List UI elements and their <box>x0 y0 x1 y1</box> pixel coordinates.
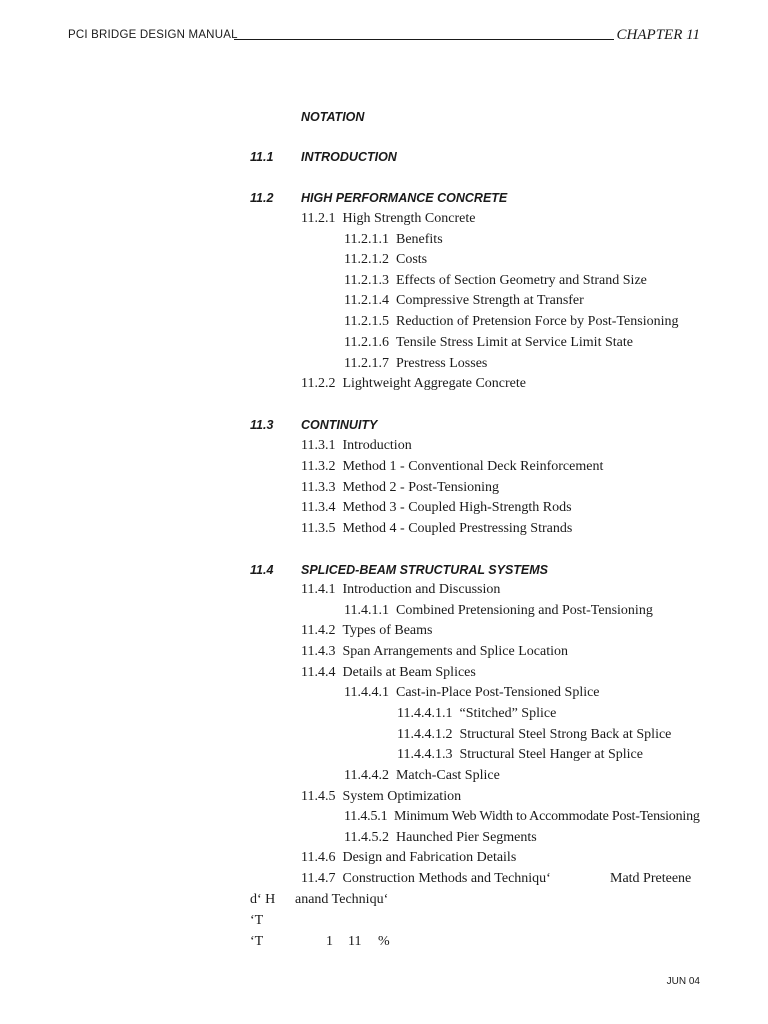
toc-entry: 11.4.3 Span Arrangements and Splice Location <box>301 644 568 659</box>
toc-entry: 11.4.4 Details at Beam Splices <box>301 665 476 680</box>
toc-entry: 11.4.4.2 Match-Cast Splice <box>344 768 500 783</box>
toc-entry: 11.4.4.1.3 Structural Steel Hanger at Splice <box>397 747 643 762</box>
toc-entry: 11.4.4.1.2 Structural Steel Strong Back at Splice <box>397 727 672 742</box>
toc-entry: 11.3.5 Method 4 - Coupled Prestressing Strands <box>301 521 573 536</box>
toc-entry: 11.2.2 Lightweight Aggregate Concrete <box>301 376 526 391</box>
toc-entry: 11.4.6 Design and Fabrication Details <box>301 850 517 865</box>
toc-section-title: INTRODUCTION <box>301 150 397 164</box>
chapter-label: CHAPTER 11 <box>616 27 700 43</box>
garbled-text: 11 <box>348 934 362 949</box>
toc-entry: 11.3.1 Introduction <box>301 438 412 453</box>
toc-entry: 11.4.4.1.1 “Stitched” Splice <box>397 706 557 721</box>
garbled-text: ‘T <box>250 934 264 949</box>
toc-entry: 11.2.1.6 Tensile Stress Limit at Service Limit State <box>344 335 633 350</box>
toc-entry: 11.4.5 System Optimization <box>301 789 462 804</box>
garbled-text: Matd Preteene <box>610 871 692 886</box>
toc-entry: 11.4.1.1 Combined Pretensioning and Post-Tensioning <box>344 603 653 618</box>
toc-entry: 11.2.1.2 Costs <box>344 252 428 267</box>
garbled-text: anand Techniqu‘ <box>295 892 389 907</box>
toc-entry: 11.2.1.7 Prestress Losses <box>344 356 488 371</box>
garbled-text: ‘T <box>250 913 264 928</box>
toc-section-number: 11.4 <box>250 563 274 577</box>
toc-heading: NOTATION <box>301 110 365 124</box>
toc-entry: 11.2.1.5 Reduction of Pretension Force by Post-Tensioning <box>344 314 679 329</box>
toc-entry: 11.4.2 Types of Beams <box>301 623 433 638</box>
toc-entry: 11.4.5.2 Haunched Pier Segments <box>344 830 537 845</box>
toc-entry: 11.3.2 Method 1 - Conventional Deck Reinforcement <box>301 459 604 474</box>
toc-entry: 11.4.1 Introduction and Discussion <box>301 582 501 597</box>
garbled-text: % <box>378 934 390 949</box>
toc-entry: 11.2.1.4 Compressive Strength at Transfer <box>344 293 584 308</box>
toc-entry: 11.4.7 Construction Methods and Techniqu‘ <box>301 871 551 886</box>
toc-section-title: HIGH PERFORMANCE CONCRETE <box>301 191 508 205</box>
page-footer-date: JUN 04 <box>666 976 700 987</box>
toc-entry: 11.3.3 Method 2 - Post-Tensioning <box>301 480 499 495</box>
garbled-text: 1 <box>326 934 333 949</box>
toc-entry: 11.4.4.1 Cast-in-Place Post-Tensioned Splice <box>344 685 600 700</box>
toc-section-number: 11.3 <box>250 418 274 432</box>
toc-entry: 11.2.1 High Strength Concrete <box>301 211 476 226</box>
manual-title: PCI BRIDGE DESIGN MANUAL <box>68 29 238 41</box>
toc-entry: 11.4.5.1 Minimum Web Width to Accommodate Post-Tensioning <box>344 809 700 824</box>
garbled-text: d‘ H <box>250 892 276 907</box>
toc-section-title: SPLICED-BEAM STRUCTURAL SYSTEMS <box>301 563 549 577</box>
toc-section-number: 11.2 <box>250 191 274 205</box>
toc-section-number: 11.1 <box>250 150 274 164</box>
toc-entry: 11.2.1.3 Effects of Section Geometry and Strand Size <box>344 273 647 288</box>
toc-section-title: CONTINUITY <box>301 418 378 432</box>
toc-entry: 11.2.1.1 Benefits <box>344 232 443 247</box>
toc-entry: 11.3.4 Method 3 - Coupled High-Strength Rods <box>301 500 572 515</box>
